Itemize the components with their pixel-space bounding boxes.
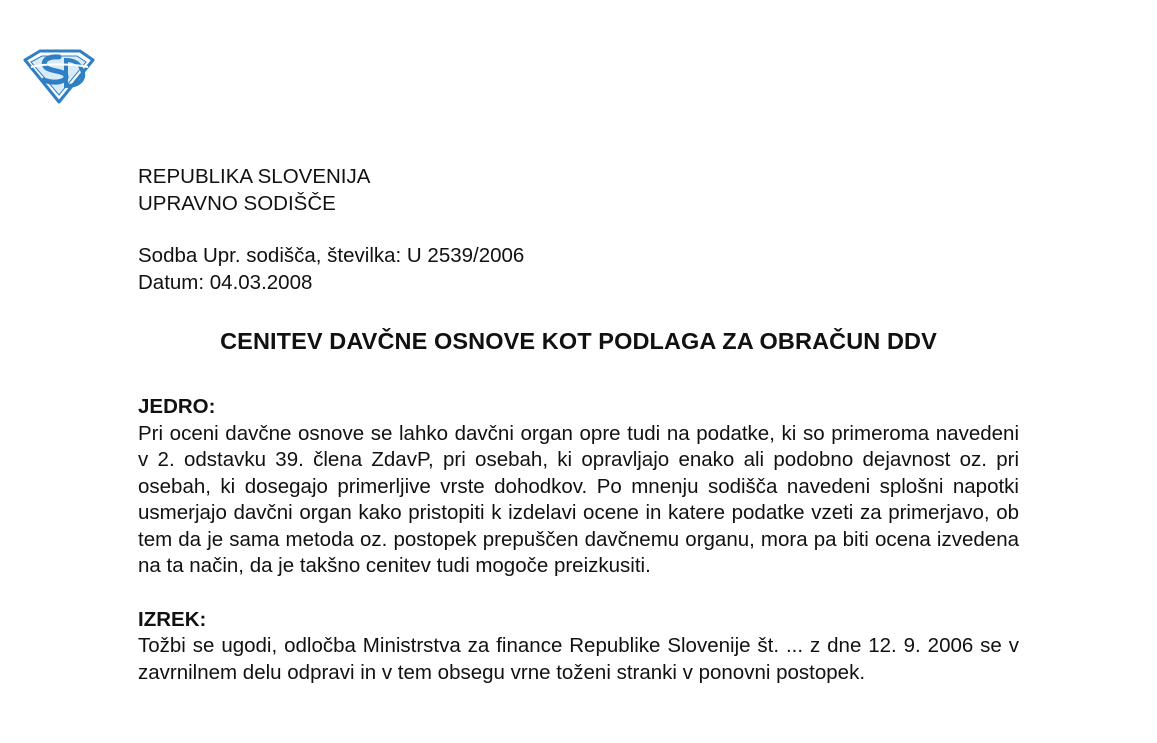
judgment-date: Datum: 04.03.2008 [138, 270, 313, 294]
section-heading-izrek: IZREK: [138, 607, 207, 631]
document-title: CENITEV DAVČNE OSNOVE KOT PODLAGA ZA OBRAČUN DDV [220, 328, 937, 354]
case-reference [138, 243, 1019, 296]
sd-shield-logo-icon [22, 48, 96, 104]
section-izrek [138, 607, 1019, 687]
country-name: REPUBLIKA SLOVENIJA [138, 165, 371, 188]
section-heading-jedro: JEDRO: [138, 395, 216, 418]
document-page [138, 164, 1019, 686]
case-number: Sodba Upr. sodišča, številka: U 2539/2006 [138, 244, 525, 267]
section-body-izrek: Tožbi se ugodi, odločba Ministrstva za finance Republike Slovenije št. ... z dne 12. 9. 2006 se v zavrnilnem delu odpravi in v tem obsegu vrne toženi stranki v ponovni postopek. [138, 634, 1019, 684]
issuer-header [138, 164, 1019, 217]
section-jedro [138, 394, 1019, 580]
section-body-jedro: Pri oceni davčne osnove se lahko davčni organ opre tudi na podatke, ki so primeroma navedeni v 2. odstavku 39. člena ZdavP, pri osebah, ki opravljajo enako ali podobno dejavnost oz. pri osebah, ki dosegajo primerljive vrste dohodkov. Po mnenju sodišča navedeni splošni napotki usmerjajo davčni organ kako pristopiti k izdelavi ocene in katere podatke vzeti za primerjavo, ob tem da je sama metoda oz. postopek prepuščen davčnemu organu, mora pa biti ocena izvedena na ta način, da je takšno cenitev tudi mogoče preizkusiti. [138, 421, 1019, 577]
court-name: UPRAVNO SODIŠČE [138, 191, 336, 215]
